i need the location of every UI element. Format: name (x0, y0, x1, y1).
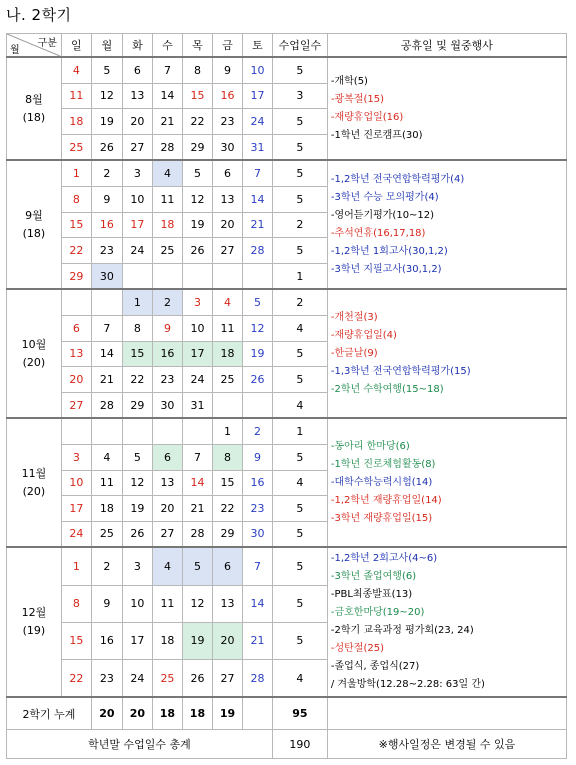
event-item: -동아리 한마당(6) (330, 440, 410, 452)
week-class-days: 5 (273, 57, 328, 83)
month-events-cell (327, 160, 566, 289)
event-item: -1,2학년 재량휴업일(14) (330, 494, 442, 506)
academic-calendar-table (6, 33, 567, 759)
day-cell: 1 (61, 547, 91, 585)
day-cell: 19 (242, 341, 272, 367)
month-name: 8월 (25, 92, 43, 106)
schedule-note: ※행사일정은 변경될 수 있음 (327, 730, 566, 759)
day-cell: 17 (122, 622, 152, 659)
day-cell: 12 (122, 470, 152, 496)
event-item: -1학년 진로체험활동(8) (330, 458, 436, 470)
day-cell: 15 (212, 470, 242, 496)
month-events-cell (327, 418, 566, 547)
day-cell: 20 (152, 496, 182, 522)
month-label-cell (7, 289, 62, 418)
section-title: 나. 2학기 (6, 6, 72, 24)
day-cell: 14 (152, 83, 182, 109)
day-cell (61, 418, 91, 444)
day-cell (182, 418, 212, 444)
week-row (7, 547, 567, 585)
day-cell: 31 (182, 392, 212, 418)
day-cell: 21 (242, 622, 272, 659)
month-events-cell (327, 547, 566, 697)
day-cell: 22 (182, 109, 212, 135)
day-cell: 8 (212, 444, 242, 470)
day-cell (212, 263, 242, 289)
day-cell: 21 (242, 212, 272, 238)
week-class-days: 5 (273, 444, 328, 470)
day-cell: 7 (242, 547, 272, 585)
month-label-cell (7, 547, 62, 697)
day-cell: 6 (212, 160, 242, 186)
event-item: -개학(5) (330, 75, 368, 87)
day-cell: 20 (61, 367, 91, 393)
day-cell: 15 (61, 622, 91, 659)
month-label-cell (7, 160, 62, 289)
month-name: 12월 (21, 606, 47, 620)
day-cell: 4 (61, 57, 91, 83)
day-cell: 2 (152, 289, 182, 315)
event-item: -광복절(15) (330, 93, 384, 105)
semester-total-value: 20 (122, 697, 152, 730)
day-cell: 30 (152, 392, 182, 418)
day-cell: 25 (152, 659, 182, 697)
day-cell: 30 (242, 521, 272, 547)
day-header-thu: 목 (182, 34, 212, 58)
event-item: -졸업식, 종업식(27) (330, 661, 420, 673)
day-cell: 13 (122, 83, 152, 109)
day-cell (242, 263, 272, 289)
month-events-cell (327, 57, 566, 160)
week-row (7, 418, 567, 444)
month-name: 9월 (25, 208, 43, 222)
day-cell: 21 (152, 109, 182, 135)
day-cell: 22 (212, 496, 242, 522)
week-row (7, 160, 567, 186)
event-item: -대학수학능력시험(14) (330, 476, 433, 488)
event-item: -3학년 졸업여행(6) (330, 571, 417, 583)
event-item: -1,2학년 전국연합학력평가(4) (330, 173, 465, 185)
day-cell: 14 (91, 341, 122, 367)
day-cell: 30 (91, 263, 122, 289)
day-cell: 23 (91, 659, 122, 697)
day-cell: 18 (152, 212, 182, 238)
day-cell: 19 (122, 496, 152, 522)
day-cell: 12 (242, 315, 272, 341)
day-cell: 7 (152, 57, 182, 83)
event-item: -재량휴업일(4) (330, 329, 397, 341)
day-cell: 18 (91, 496, 122, 522)
day-cell: 24 (242, 109, 272, 135)
day-cell (182, 263, 212, 289)
day-cell: 14 (242, 585, 272, 622)
event-item: -영어듣기평가(10~12) (330, 209, 435, 221)
year-total-count: 190 (273, 730, 328, 759)
corner-top-label: 구분 (37, 38, 57, 49)
events-header: 공휴일 및 월중행사 (327, 34, 566, 58)
day-header-fri: 금 (212, 34, 242, 58)
month-days-total: (19) (22, 624, 46, 638)
semester-total-events-empty (327, 697, 566, 730)
corner-bottom-label: 월 (10, 45, 20, 56)
day-cell: 6 (152, 444, 182, 470)
day-cell: 9 (152, 315, 182, 341)
day-cell (91, 418, 122, 444)
month-events-cell (327, 289, 566, 418)
day-cell: 23 (242, 496, 272, 522)
week-class-days: 4 (273, 470, 328, 496)
year-total-row (7, 730, 567, 759)
day-cell: 31 (242, 134, 272, 160)
day-cell: 29 (182, 134, 212, 160)
day-cell: 7 (182, 444, 212, 470)
event-item: -성탄절(25) (330, 643, 384, 655)
week-class-days: 3 (273, 83, 328, 109)
day-cell: 19 (182, 622, 212, 659)
day-cell: 16 (212, 83, 242, 109)
day-cell: 24 (122, 238, 152, 264)
week-class-days: 4 (273, 315, 328, 341)
day-cell: 2 (91, 160, 122, 186)
event-item: -금호한마당(19~20) (330, 607, 425, 619)
day-cell: 27 (212, 659, 242, 697)
day-cell: 25 (212, 367, 242, 393)
day-cell: 10 (61, 470, 91, 496)
day-cell: 21 (91, 367, 122, 393)
day-cell (152, 263, 182, 289)
day-cell: 24 (182, 367, 212, 393)
day-cell: 19 (91, 109, 122, 135)
event-item: -1,2학년 2회고사(4~6) (330, 553, 438, 565)
day-cell: 5 (122, 444, 152, 470)
day-cell: 25 (91, 521, 122, 547)
month-days-total: (18) (22, 110, 46, 124)
day-cell: 25 (61, 134, 91, 160)
day-cell: 18 (61, 109, 91, 135)
day-cell: 8 (182, 57, 212, 83)
day-cell: 13 (61, 341, 91, 367)
day-cell: 15 (122, 341, 152, 367)
event-item: / 겨울방학(12.28~2.28: 63일 간) (330, 679, 485, 691)
event-item: -1,3학년 전국연합학력평가(15) (330, 365, 471, 377)
month-label-cell (7, 57, 62, 160)
day-cell (61, 289, 91, 315)
day-cell: 25 (152, 238, 182, 264)
day-cell: 26 (242, 367, 272, 393)
day-cell: 1 (212, 418, 242, 444)
day-cell: 7 (242, 160, 272, 186)
day-cell (122, 418, 152, 444)
day-cell (152, 418, 182, 444)
day-cell: 2 (91, 547, 122, 585)
day-cell: 6 (122, 57, 152, 83)
day-cell: 10 (182, 315, 212, 341)
day-cell: 12 (91, 83, 122, 109)
day-cell: 10 (122, 585, 152, 622)
day-cell: 17 (61, 496, 91, 522)
event-item: -2학년 수학여행(15~18) (330, 383, 444, 395)
day-cell: 23 (152, 367, 182, 393)
day-cell: 20 (122, 109, 152, 135)
day-cell: 23 (212, 109, 242, 135)
event-item: -개천절(3) (330, 311, 378, 323)
day-cell: 11 (152, 186, 182, 212)
day-cell: 17 (242, 83, 272, 109)
week-class-days: 5 (273, 134, 328, 160)
day-cell: 9 (212, 57, 242, 83)
day-cell (242, 392, 272, 418)
week-row (7, 57, 567, 83)
day-cell: 4 (152, 547, 182, 585)
day-cell: 27 (122, 134, 152, 160)
day-cell: 26 (182, 659, 212, 697)
day-cell: 17 (122, 212, 152, 238)
day-cell: 29 (122, 392, 152, 418)
day-cell: 4 (91, 444, 122, 470)
week-class-days: 5 (273, 160, 328, 186)
semester-total-count: 95 (273, 697, 328, 730)
day-cell: 21 (182, 496, 212, 522)
day-cell: 22 (61, 659, 91, 697)
day-cell: 12 (182, 186, 212, 212)
day-cell: 20 (212, 212, 242, 238)
day-cell: 11 (212, 315, 242, 341)
day-cell: 28 (242, 659, 272, 697)
week-class-days: 5 (273, 341, 328, 367)
day-cell: 14 (182, 470, 212, 496)
event-item: -1학년 진로캠프(30) (330, 129, 423, 141)
corner-cell (7, 34, 62, 58)
week-class-days: 5 (273, 521, 328, 547)
day-cell: 6 (212, 547, 242, 585)
semester-total-value: 19 (212, 697, 242, 730)
day-cell: 12 (182, 585, 212, 622)
month-label-cell (7, 418, 62, 547)
day-cell: 18 (212, 341, 242, 367)
event-item: -한글날(9) (330, 347, 378, 359)
day-header-wed: 수 (152, 34, 182, 58)
event-item: -3학년 수능 모의평가(4) (330, 191, 439, 203)
day-cell: 3 (122, 160, 152, 186)
event-item: -2학기 교육과정 평가회(23, 24) (330, 625, 474, 637)
day-cell: 16 (91, 622, 122, 659)
week-class-days: 1 (273, 263, 328, 289)
event-item: -1,2학년 1회고사(30,1,2) (330, 245, 448, 257)
day-cell: 18 (152, 622, 182, 659)
day-cell: 9 (242, 444, 272, 470)
day-cell: 8 (61, 585, 91, 622)
day-cell: 14 (242, 186, 272, 212)
header-row (7, 34, 567, 58)
day-cell: 13 (212, 585, 242, 622)
day-cell: 22 (122, 367, 152, 393)
day-header-tue: 화 (122, 34, 152, 58)
event-item: -재량휴업일(16) (330, 111, 404, 123)
day-cell: 10 (242, 57, 272, 83)
day-cell: 11 (91, 470, 122, 496)
semester-total-row (7, 697, 567, 730)
day-cell: 28 (182, 521, 212, 547)
day-cell: 28 (242, 238, 272, 264)
day-cell: 16 (91, 212, 122, 238)
day-cell: 24 (122, 659, 152, 697)
day-cell: 4 (152, 160, 182, 186)
day-cell (212, 392, 242, 418)
day-cell: 2 (242, 418, 272, 444)
day-cell: 3 (61, 444, 91, 470)
day-cell: 3 (122, 547, 152, 585)
day-cell: 26 (91, 134, 122, 160)
day-cell: 3 (182, 289, 212, 315)
day-cell: 1 (122, 289, 152, 315)
month-days-total: (20) (22, 484, 46, 498)
week-class-days: 5 (273, 367, 328, 393)
semester-total-label: 2학기 누계 (7, 697, 92, 730)
event-item: -PBL최종발표(13) (330, 589, 413, 601)
day-cell: 27 (61, 392, 91, 418)
day-cell: 27 (212, 238, 242, 264)
day-cell: 11 (152, 585, 182, 622)
day-cell: 5 (91, 57, 122, 83)
week-class-days: 5 (273, 109, 328, 135)
day-cell: 1 (61, 160, 91, 186)
week-class-days: 5 (273, 585, 328, 622)
day-cell: 17 (182, 341, 212, 367)
day-cell: 24 (61, 521, 91, 547)
day-cell: 5 (242, 289, 272, 315)
week-class-days: 2 (273, 289, 328, 315)
event-item: -3학년 재량휴업일(15) (330, 512, 433, 524)
event-item: -3학년 지필고사(30,1,2) (330, 263, 442, 275)
month-name: 11월 (21, 466, 47, 480)
day-cell: 10 (122, 186, 152, 212)
month-days-total: (20) (22, 355, 46, 369)
week-row (7, 289, 567, 315)
day-cell (91, 289, 122, 315)
day-cell (122, 263, 152, 289)
day-header-sun: 일 (61, 34, 91, 58)
day-cell: 13 (152, 470, 182, 496)
week-class-days: 2 (273, 212, 328, 238)
day-cell: 15 (182, 83, 212, 109)
semester-total-empty (242, 697, 272, 730)
day-cell: 13 (212, 186, 242, 212)
day-cell: 15 (61, 212, 91, 238)
day-cell: 22 (61, 238, 91, 264)
day-cell: 7 (91, 315, 122, 341)
week-class-days: 5 (273, 547, 328, 585)
day-header-sat: 토 (242, 34, 272, 58)
semester-total-value: 18 (152, 697, 182, 730)
day-cell: 11 (61, 83, 91, 109)
day-cell: 16 (242, 470, 272, 496)
day-cell: 20 (212, 622, 242, 659)
semester-total-value: 18 (182, 697, 212, 730)
day-cell: 28 (152, 134, 182, 160)
day-cell: 23 (91, 238, 122, 264)
day-cell: 6 (61, 315, 91, 341)
day-header-mon: 월 (91, 34, 122, 58)
day-cell: 5 (182, 547, 212, 585)
day-cell: 9 (91, 585, 122, 622)
day-cell: 30 (212, 134, 242, 160)
day-cell: 19 (182, 212, 212, 238)
day-cell: 5 (182, 160, 212, 186)
day-cell: 28 (91, 392, 122, 418)
day-cell: 29 (212, 521, 242, 547)
week-class-days: 5 (273, 186, 328, 212)
day-cell: 16 (152, 341, 182, 367)
event-item: -추석연휴(16,17,18) (330, 227, 426, 239)
day-cell: 27 (152, 521, 182, 547)
week-class-days: 5 (273, 238, 328, 264)
day-cell: 9 (91, 186, 122, 212)
month-name: 10월 (21, 337, 47, 351)
week-class-days: 4 (273, 659, 328, 697)
day-cell: 26 (122, 521, 152, 547)
year-total-label: 학년말 수업일수 총계 (7, 730, 273, 759)
semester-total-value: 20 (91, 697, 122, 730)
month-days-total: (18) (22, 226, 46, 240)
day-cell: 26 (182, 238, 212, 264)
count-header: 수업일수 (273, 34, 328, 58)
day-cell: 29 (61, 263, 91, 289)
week-class-days: 5 (273, 622, 328, 659)
week-class-days: 4 (273, 392, 328, 418)
day-cell: 8 (122, 315, 152, 341)
week-class-days: 1 (273, 418, 328, 444)
day-cell: 4 (212, 289, 242, 315)
week-class-days: 5 (273, 496, 328, 522)
day-cell: 8 (61, 186, 91, 212)
